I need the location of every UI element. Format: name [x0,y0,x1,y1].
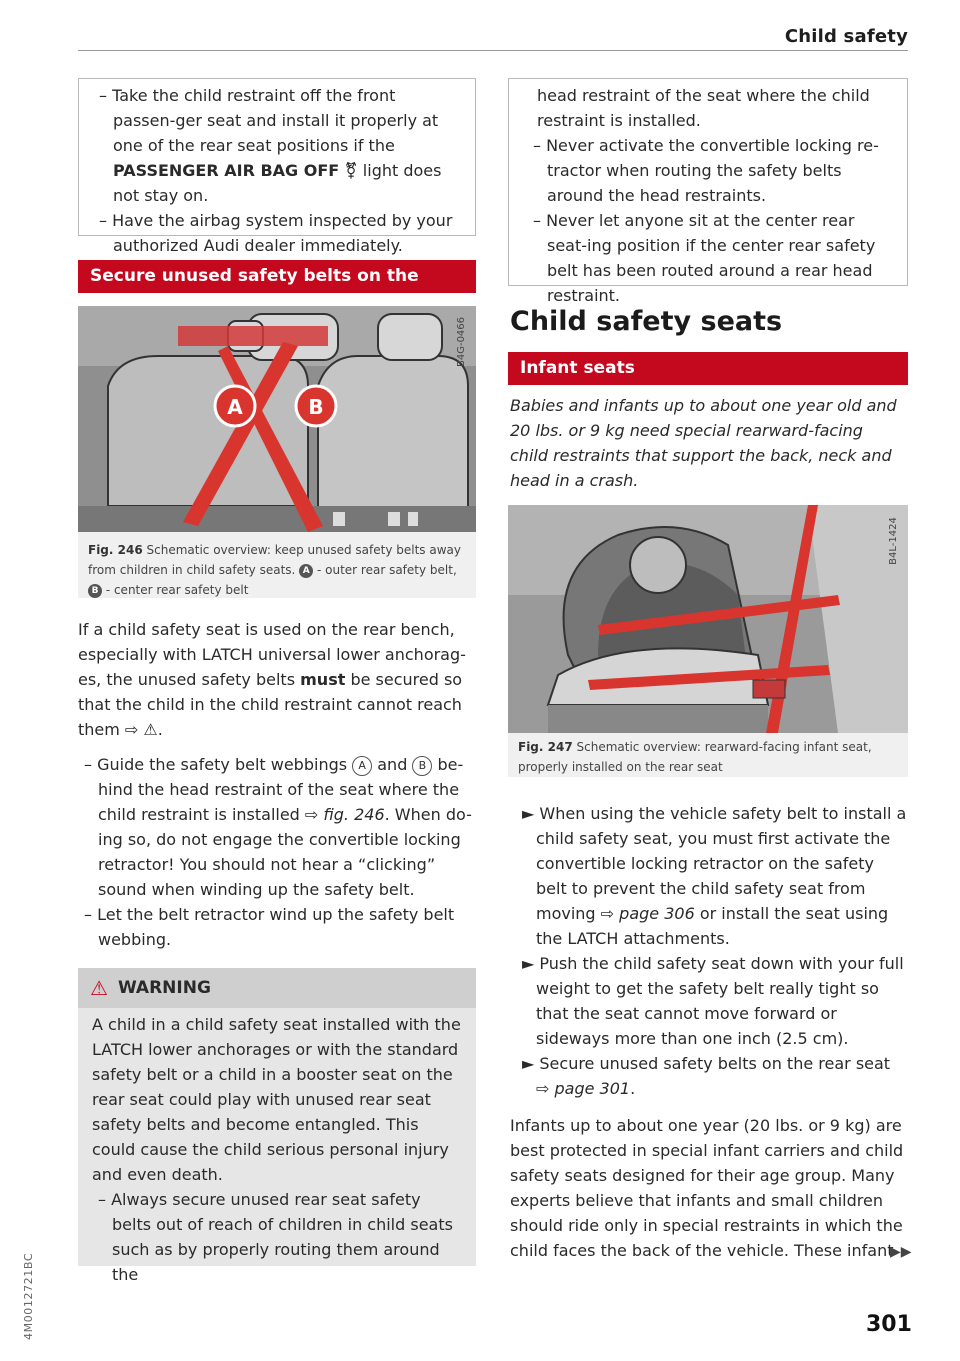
airbag-off-icon: ⚧ [344,161,358,180]
continued-arrow-icon: ▶▶ [890,1244,912,1260]
step-item: ► Secure unused safety belts on the rear seat ⇨ page 301. [522,1054,891,1098]
step-item: ► When using the vehicle safety belt to install a child safety seat, you must first activate the convertible locking retractor on the safety belt to prevent the child safety seat from moving ⇨ page 306 or install the seat using the LATCH attachments. [522,804,907,948]
warning-box [78,968,476,1284]
warning-header [78,968,476,1008]
figure-caption: Fig. 246 Schematic overview: keep unused safety belts away from children in child safety seats. A - outer rear safety belt, B - center rear safety belt [88,543,461,597]
figure-246 [78,306,476,598]
intro-paragraph: Babies and infants up to about one year old and 20 lbs. or 9 kg need special rearward-facing child restraints that support the back, neck and head in a crash. [510,396,897,490]
warning-item: – Always secure unused rear seat safety belts out of reach of children in child seats such as by properly routing them around the [98,1190,453,1284]
paragraph: If a child safety seat is used on the rear bench, especially with LATCH universal lower anchorag-es, the unused safety belts must be secured so that the child in the child restraint cannot reach them ⇨ ⚠. [78,620,466,739]
instruction-item: – Take the child restraint off the front passen-ger seat and install it properly at one of the rear seat positions if the PASSENGER AIR BAG OFF ⚧ light does not stay on. [99,86,442,205]
warning-title: WARNING [117,978,211,998]
instruction-item: – Guide the safety belt webbings A and B be-hind the head restraint of the seat where the child restraint is installed ⇨ fig. 246. When do-ing so, do not engage the convertible locking retractor! You should not hear a “clicking” sound when winding up the safety belt. [84,755,472,899]
page-number: 301 [866,1312,912,1337]
warning-item-continued: head restraint of the seat where the child restraint is installed. [537,86,870,130]
section-title-bar: Secure unused safety belts on the [78,260,476,293]
callout-b: B [308,395,324,419]
figure-247 [508,505,908,777]
instruction-item: – Let the belt retractor wind up the safety belt webbing. [84,905,455,949]
right-body [510,801,908,1263]
figure-code: B4G-0466 [456,316,467,368]
rear-seat-belts-illustration [78,306,476,532]
warning-paragraph: A child in a child safety seat installed with the LATCH lower anchorages or with the standard safety belt or a child in a booster seat on the rear seat could play with unused rear seat safety belts and become entangled. This could cause the child serious personal injury and even death. [92,1015,461,1184]
warning-triangle-icon: ⚠ [90,976,108,1000]
callout-a: A [227,395,243,419]
infant-seat-illustration [508,505,908,733]
section-title-bar: Infant seats [508,352,908,385]
page-header-title: Child safety [784,26,908,47]
instruction-item: – Have the airbag system inspected by your authorized Audi dealer immediately. [99,211,453,255]
continued-warning-box [508,78,908,305]
warning-item: – Never let anyone sit at the center rear seat-ing position if the center rear safety belt has been routed around a rear head restraint. [533,211,876,305]
document-code: 4M0012721BC [22,1252,35,1340]
chapter-heading: Child safety seats [510,306,783,337]
paragraph: Infants up to about one year (20 lbs. or 9 kg) are best protected in special infant carriers and child safety seats designed for their age group. Many experts believe that infants and small children should ride only in special restraints in which the child faces the back of the vehicle. These infant [510,1116,904,1260]
continued-instructions-box [78,78,476,255]
figure-caption: Fig. 247 Schematic overview: rearward-facing infant seat, properly installed on the rear seat [518,740,872,774]
figure-code: B4L-1424 [888,517,899,565]
step-item: ► Push the child safety seat down with your full weight to get the safety belt really tight so that the seat cannot move forward or sideways more than one inch (2.5 cm). [522,954,904,1048]
header-rule [78,50,908,51]
left-body [78,617,476,952]
warning-item: – Never activate the convertible locking re-tractor when routing the safety belts around the head restraints. [533,136,879,205]
